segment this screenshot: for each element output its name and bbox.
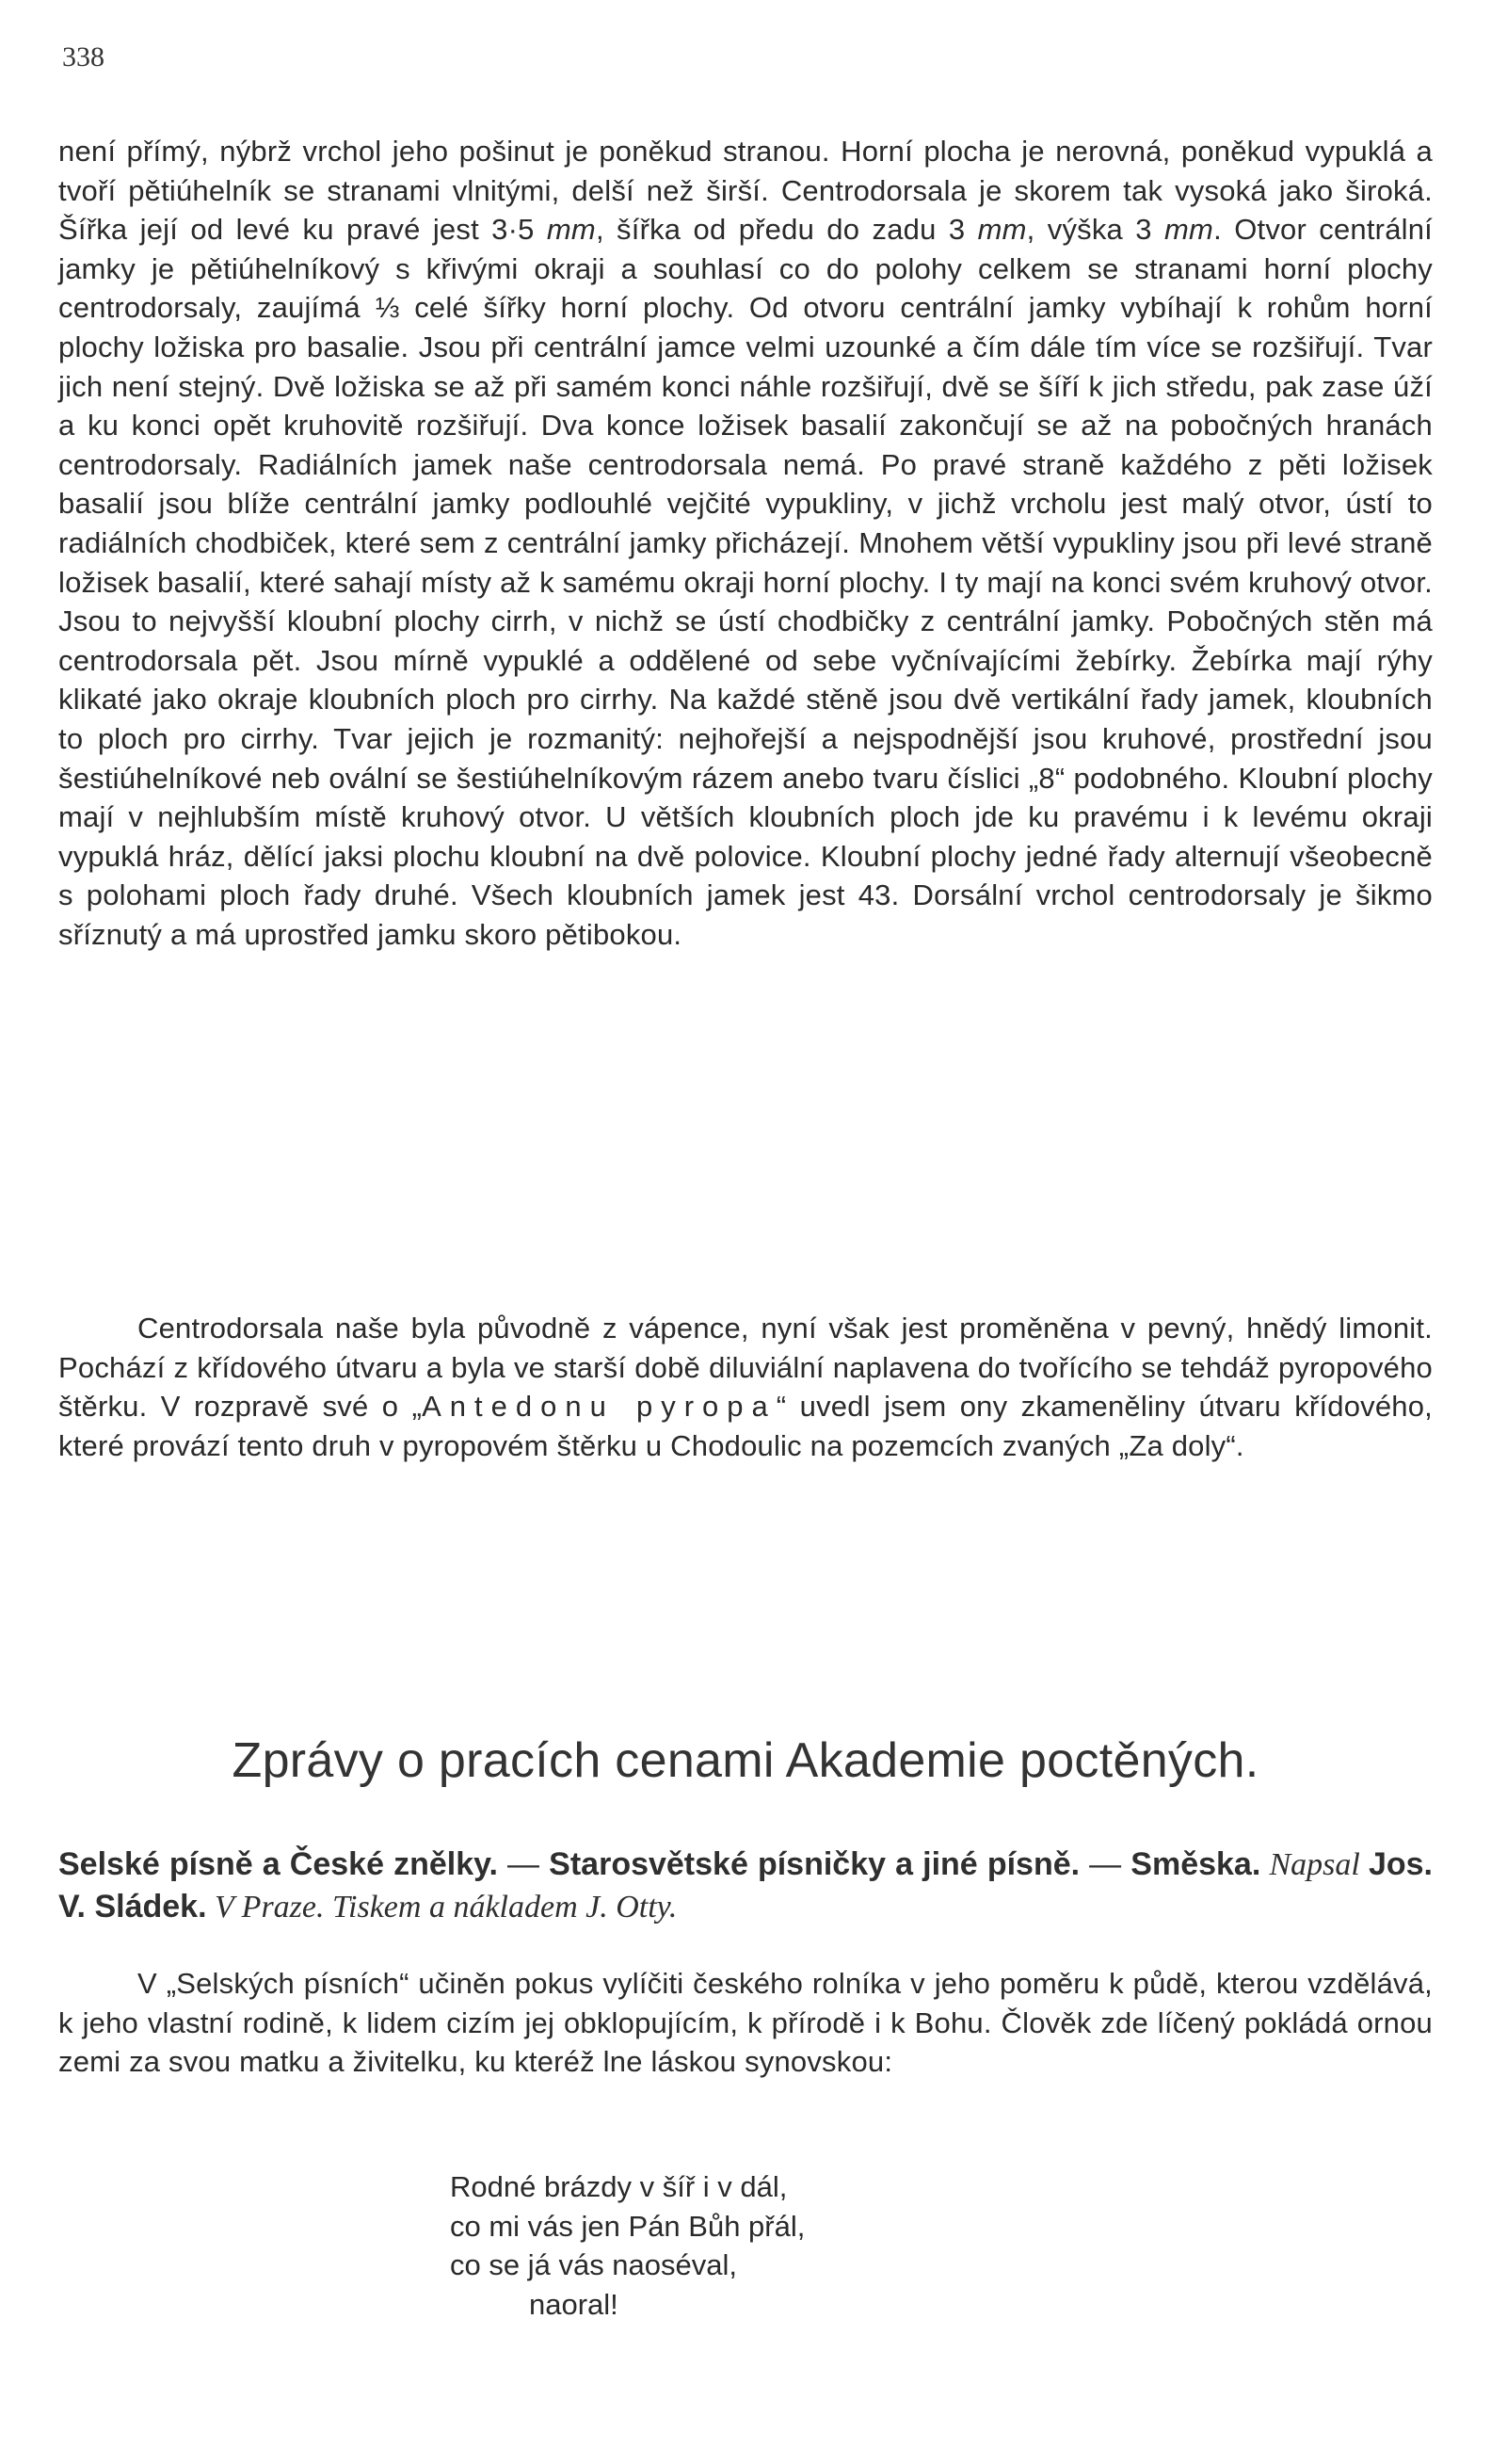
- unit-mm: mm: [1164, 213, 1214, 247]
- poem-line: co mi vás jen Pán Bůh přál,: [450, 2209, 806, 2243]
- poem-line: naoral!: [529, 2287, 618, 2321]
- poem-line: co se já vás naoséval,: [450, 2248, 738, 2281]
- spaced-title-antedonu-pyropa: Antedonu pyropa: [422, 1390, 777, 1424]
- review-dash: —: [497, 1846, 550, 1882]
- poem-line: Rodné brázdy v šíř i v dál,: [450, 2170, 788, 2203]
- paragraph-1-part-c: , výška 3: [1026, 213, 1165, 247]
- paragraph-1-part-a: není přímý, nýbrž vrchol jeho pošinut je poněkud stranou. Horní plocha je nerovná, poněkud vypuklá a tvoří pětiúhelník se stranami vlnitými, delší než širší. Centrodorsala je skorem tak vysoká jako široká. Šířka její od levé ku pravé jest 3·5: [58, 135, 1433, 247]
- paragraph-1-part-d: . Otvor centrální jamky je pětiúhelníkový s křivými okraji a souhlasí co do polohy celkem se stranami horní plochy centrodorsaly, zaujímá ⅓ celé šířky horní plochy. Od otvoru centrální jamky vybíhají k rohům horní plochy ložiska pro basalie. Jsou při centrální jamce velmi uzounké a čím dále tím více se rozšiřují. Tvar jich není stejný. Dvě ložiska se až při samém konci náhle rozšiřují, dvě se šíří k jich středu, pak zase úží a ku konci opět kruhovitě rozšiřují. Dva konce ložisek basalií zakončují se až na pobočných hranách centrodorsaly. Radiálních jamek naše centrodorsala nemá. Po pravé straně každého z pěti ložisek basalií jsou blíže centrální jamky podlouhlé vejčité vypukliny, v jichž vrcholu jest malý otvor, ústí to radiálních chodbiček, které sem z centrální jamky přicházejí. Mnohem větší vypukliny jsou při levé straně ložisek basalií, které sahají místy až k samému okraji horní plochy. I ty mají na konci svém kruhový otvor. Jsou to nejvyšší kloubní plochy cirrh, v nichž se ústí chodbičky z centrální jamky. Pobočných stěn má centrodorsala pět. Jsou mírně vypuklé a oddělené od sebe vyčnívajícími žebírky. Žebírka mají rýhy klikaté jako okraje kloubních ploch pro cirrhy. Na každé stěně jsou dvě vertikální řady jamek, kloubních to ploch pro cirrhy. Tvar jejich je rozmanitý: nejhořejší a nejspodnější jsou kruhové, prostřední jsou šestiúhelníkové neb ovální se šestiúhelníkovým rázem anebo tvaru číslici „8“ podobného. Kloubní plochy mají v nejhlubším místě kruhový otvor. U větších kloubních ploch jde ku pravému i k levému okraji vypuklá hráz, dělící jaksi plochu kloubní na dvě polovice. Kloubní plochy jedné řady alternují všeobecně s polohami ploch řady druhé. Všech kloubních jamek jest 43. Dorsální vrchol centrodorsaly je šikmo sříznutý a má uprostřed jamku skoro pětibokou.: [58, 213, 1433, 951]
- review-dash: —: [1080, 1846, 1131, 1882]
- page-number: 338: [62, 41, 104, 72]
- review-publisher: V Praze. Tiskem a nákladem J. Otty.: [206, 1890, 678, 1924]
- paragraph-origin: [58, 1309, 1433, 1465]
- paragraph-centrodorsala-description: [58, 132, 1433, 954]
- paragraph-1-part-b: , šířka od předu do zadu 3: [595, 213, 978, 247]
- poem-quote: [450, 2167, 805, 2324]
- unit-mm: mm: [977, 213, 1027, 247]
- review-wrote: Napsal: [1260, 1847, 1369, 1882]
- review-title-1: Selské písně a České znělky.: [58, 1846, 498, 1882]
- review-title-2: Starosvětské písničky a jiné písně.: [549, 1846, 1081, 1882]
- paragraph-review-body: V „Selských písních“ učiněn pokus vylíčiti českého rolníka v jeho poměru k půdě, kterou vzdělává, k jeho vlastní rodině, k lidem cizím jej obklopujícím, k přírodě i k Bohu. Člověk zde líčený pokládá ornou zemi za svou matku a živitelku, ku kteréž lne láskou synovskou:: [58, 1967, 1433, 2079]
- review-bibliographic-heading: [58, 1844, 1433, 1928]
- paragraph-2-part-a: Centrodorsala naše byla původně z vápence, nyní však jest proměněna v pevný, hnědý limonit. Pochází z křídového útvaru a byla ve starší době diluviální naplavena do tvořícího se tehdáž pyropového štěrku. V rozpravě své o „: [58, 1312, 1433, 1424]
- unit-mm: mm: [546, 213, 596, 247]
- section-heading: Zprávy o pracích cenami Akademie poctěných.: [232, 1733, 1259, 1788]
- review-title-3: Směska.: [1130, 1846, 1261, 1882]
- review-author: Jos. V. Sládek.: [58, 1846, 1434, 1924]
- paragraph-2-part-b: “ uvedl jsem ony zkameněliny útvaru křídového, které provází tento druh v pyropovém štěrku u Chodoulic na pozemcích zvaných „Za doly“.: [58, 1390, 1433, 1462]
